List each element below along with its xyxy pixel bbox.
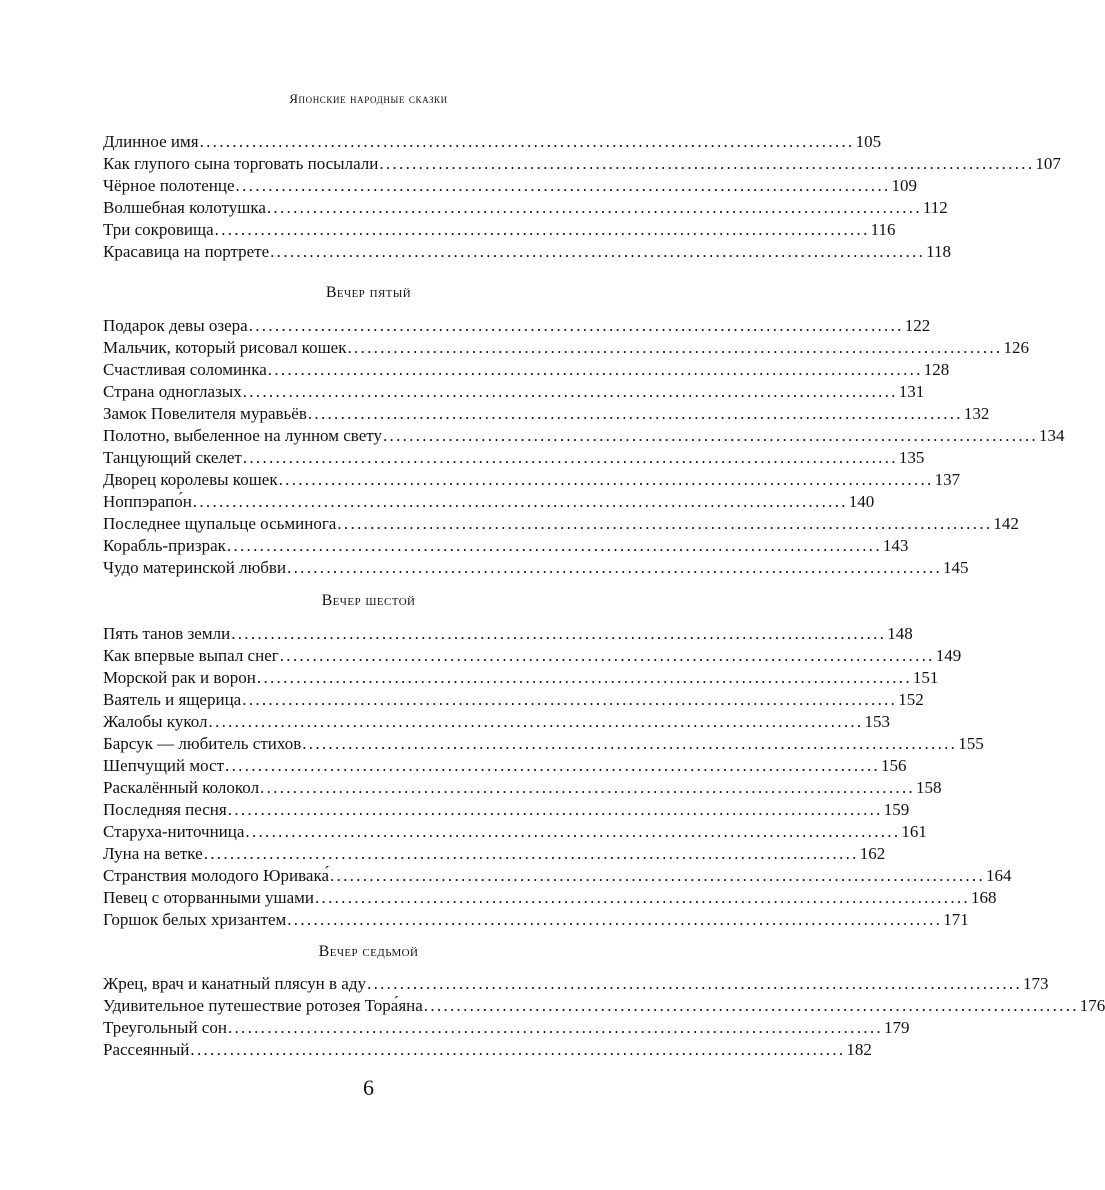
toc-entry-page: 107 — [1035, 154, 1061, 173]
toc-entry-title: Последняя песня — [103, 800, 227, 819]
toc-entry-title: Счастливая соломинка — [103, 360, 267, 379]
toc-entry-page: 179 — [883, 1018, 910, 1037]
toc-entry — [103, 153, 1061, 175]
toc-entry — [103, 197, 948, 219]
toc-entry-page: 131 — [898, 382, 925, 401]
toc-entry-title: Морской рак и ворон — [103, 668, 256, 687]
toc-entry-title: Красавица на портрете — [103, 242, 270, 261]
section-heading-evening-6: Вечер шестой — [321, 592, 416, 609]
toc-entry-page: 159 — [883, 800, 910, 819]
toc-entry-page: 156 — [881, 756, 907, 775]
dot-leader: .................................................................................................... — [203, 844, 859, 863]
dot-leader: .................................................................................................... — [214, 220, 870, 239]
dot-leader: .................................................................................................... — [270, 242, 926, 261]
toc-entry — [103, 1039, 872, 1061]
toc-entry-page: 149 — [935, 646, 962, 665]
toc-entry-title: Треугольный сон — [103, 1018, 227, 1037]
toc-entry-title: Горшок белых хризантем — [103, 910, 287, 929]
toc-entry-title: Удивительное путешествие ротозея Тора́яна — [103, 996, 423, 1015]
toc-entry-page: 152 — [898, 690, 924, 709]
toc-entry — [103, 175, 918, 197]
toc-entry-page: 135 — [898, 448, 925, 467]
toc-entry — [103, 447, 925, 469]
toc-entry-title: Волшебная колотушка — [103, 198, 266, 217]
toc-entry-page: 171 — [943, 910, 969, 929]
toc-entry — [103, 359, 950, 381]
toc-entry-page: 173 — [1023, 974, 1049, 993]
toc-entry-title: Раскалённый колокол — [103, 778, 260, 797]
dot-leader: .................................................................................................... — [278, 470, 934, 489]
dot-leader: .................................................................................................... — [245, 822, 901, 841]
running-head: Японские народные сказки — [289, 91, 448, 106]
toc-entry-page: 126 — [1003, 338, 1029, 357]
toc-entry — [103, 535, 909, 557]
toc-entry — [103, 337, 1029, 359]
dot-leader: .................................................................................................... — [267, 360, 923, 379]
dot-leader: .................................................................................................... — [302, 734, 958, 753]
toc-entry-page: 155 — [958, 734, 984, 753]
toc-entry — [103, 887, 997, 909]
toc-entry-page: 148 — [887, 624, 913, 643]
toc-group-4 — [103, 973, 1105, 1061]
toc-entry-title: Чёрное полотенце — [103, 176, 235, 195]
toc-entry-title: Мальчик, который рисовал кошек — [103, 338, 347, 357]
toc-entry-page: 132 — [963, 404, 990, 423]
toc-group-1 — [103, 131, 1061, 263]
dot-leader: .................................................................................................... — [242, 690, 898, 709]
toc-entry-page: 164 — [986, 866, 1012, 885]
toc-entry-title: Дворец королевы кошек — [103, 470, 278, 489]
toc-entry-title: Полотно, выбеленное на лунном свету — [103, 426, 382, 445]
toc-entry — [103, 469, 961, 491]
toc-entry-title: Пять танов земли — [103, 624, 231, 643]
dot-leader: .................................................................................................... — [242, 382, 898, 401]
toc-entry-title: Ноппэрапо́н — [103, 492, 192, 511]
toc-entry-page: 142 — [993, 514, 1019, 533]
toc-entry — [103, 425, 1065, 447]
toc-entry-title: Корабль-призрак — [103, 536, 226, 555]
toc-entry-page: 109 — [891, 176, 918, 195]
toc-entry-page: 134 — [1038, 426, 1065, 445]
dot-leader: .................................................................................................... — [379, 154, 1035, 173]
toc-entry — [103, 241, 951, 263]
toc-entry-page: 162 — [859, 844, 886, 863]
toc-entry-title: Странствия молодого Юривака́ — [103, 866, 330, 885]
toc-entry — [103, 645, 962, 667]
toc-entry-page: 161 — [901, 822, 927, 841]
dot-leader: .................................................................................................... — [190, 1040, 846, 1059]
section-heading-evening-7: Вечер седьмой — [318, 943, 419, 960]
toc-entry — [103, 755, 907, 777]
toc-entry — [103, 623, 913, 645]
toc-entry — [103, 491, 875, 513]
toc-entry-title: Чудо материнской любви — [103, 558, 287, 577]
toc-entry-title: Ваятель и ящерица — [103, 690, 242, 709]
dot-leader: .................................................................................................... — [266, 198, 922, 217]
toc-entry-title: Длинное имя — [103, 132, 199, 151]
toc-entry-title: Танцующий скелет — [103, 448, 242, 467]
toc-entry — [103, 403, 990, 425]
dot-leader: .................................................................................................... — [231, 624, 887, 643]
section-heading-evening-5: Вечер пятый — [325, 284, 412, 301]
dot-leader: .................................................................................................... — [337, 514, 993, 533]
dot-leader: .................................................................................................... — [227, 800, 883, 819]
toc-entry-page: 116 — [870, 220, 896, 239]
toc-entry-title: Жалобы кукол — [103, 712, 208, 731]
toc-entry-title: Старуха-ниточница — [103, 822, 245, 841]
toc-entry-page: 176 — [1079, 996, 1105, 1015]
toc-entry — [103, 557, 969, 579]
toc-entry — [103, 131, 882, 153]
dot-leader: .................................................................................................... — [314, 888, 970, 907]
toc-entry — [103, 799, 910, 821]
dot-leader: .................................................................................................... — [382, 426, 1038, 445]
toc-entry-page: 143 — [882, 536, 909, 555]
toc-entry-title: Луна на ветке — [103, 844, 203, 863]
dot-leader: .................................................................................................... — [307, 404, 963, 423]
toc-entry-page: 140 — [848, 492, 875, 511]
toc-entry-title: Жрец, врач и канатный плясун в аду — [103, 974, 367, 993]
dot-leader: .................................................................................................... — [260, 778, 916, 797]
toc-group-3 — [103, 623, 1012, 931]
page-number: 6 — [363, 1075, 374, 1100]
dot-leader: .................................................................................................... — [192, 492, 848, 511]
toc-entry — [103, 315, 931, 337]
dot-leader: .................................................................................................... — [287, 558, 943, 577]
dot-leader: .................................................................................................... — [423, 996, 1079, 1015]
toc-entry-title: Страна одноглазых — [103, 382, 242, 401]
toc-entry — [103, 973, 1049, 995]
toc-entry-page: 145 — [943, 558, 969, 577]
toc-entry-title: Певец с оторванными ушами — [103, 888, 314, 907]
toc-entry-page: 158 — [916, 778, 942, 797]
dot-leader: .................................................................................................... — [199, 132, 855, 151]
dot-leader: .................................................................................................... — [248, 316, 904, 335]
toc-entry — [103, 821, 927, 843]
dot-leader: .................................................................................................... — [256, 668, 912, 687]
dot-leader: .................................................................................................... — [227, 1018, 883, 1037]
toc-entry-title: Как глупого сына торговать посылали — [103, 154, 379, 173]
toc-entry-page: 137 — [934, 470, 961, 489]
dot-leader: .................................................................................................... — [347, 338, 1003, 357]
toc-entry-title: Шепчущий мост — [103, 756, 225, 775]
dot-leader: .................................................................................................... — [208, 712, 864, 731]
toc-entry-page: 168 — [970, 888, 997, 907]
toc-entry — [103, 667, 939, 689]
dot-leader: .................................................................................................... — [242, 448, 898, 467]
toc-entry-title: Замок Повелителя муравьёв — [103, 404, 307, 423]
toc-entry — [103, 777, 942, 799]
toc-entry — [103, 909, 969, 931]
toc-entry-page: 105 — [855, 132, 882, 151]
toc-entry — [103, 219, 896, 241]
toc-entry — [103, 995, 1105, 1017]
dot-leader: .................................................................................................... — [225, 756, 881, 775]
dot-leader: .................................................................................................... — [330, 866, 986, 885]
toc-entry-page: 182 — [846, 1040, 872, 1059]
toc-entry — [103, 381, 925, 403]
toc-group-2 — [103, 315, 1065, 579]
toc-entry-title: Как впервые выпал снег — [103, 646, 279, 665]
toc-entry — [103, 513, 1019, 535]
dot-leader: .................................................................................................... — [367, 974, 1023, 993]
toc-entry-page: 122 — [904, 316, 931, 335]
toc-entry-page: 151 — [912, 668, 939, 687]
toc-entry-title: Три сокровища — [103, 220, 214, 239]
toc-entry-title: Рассеянный — [103, 1040, 190, 1059]
toc-entry-title: Подарок девы озера — [103, 316, 248, 335]
dot-leader: .................................................................................................... — [287, 910, 943, 929]
toc-entry-page: 128 — [923, 360, 950, 379]
toc-entry-page: 118 — [926, 242, 951, 261]
dot-leader: .................................................................................................... — [226, 536, 882, 555]
toc-entry — [103, 865, 1012, 887]
toc-entry — [103, 711, 890, 733]
dot-leader: .................................................................................................... — [235, 176, 891, 195]
toc-entry-title: Барсук — любитель стихов — [103, 734, 302, 753]
toc-entry — [103, 843, 886, 865]
toc-entry-page: 112 — [922, 198, 948, 217]
toc-entry — [103, 733, 984, 755]
toc-entry — [103, 1017, 910, 1039]
toc-entry — [103, 689, 924, 711]
toc-entry-page: 153 — [864, 712, 890, 731]
toc-entry-title: Последнее щупальце осьминога — [103, 514, 337, 533]
dot-leader: .................................................................................................... — [279, 646, 935, 665]
